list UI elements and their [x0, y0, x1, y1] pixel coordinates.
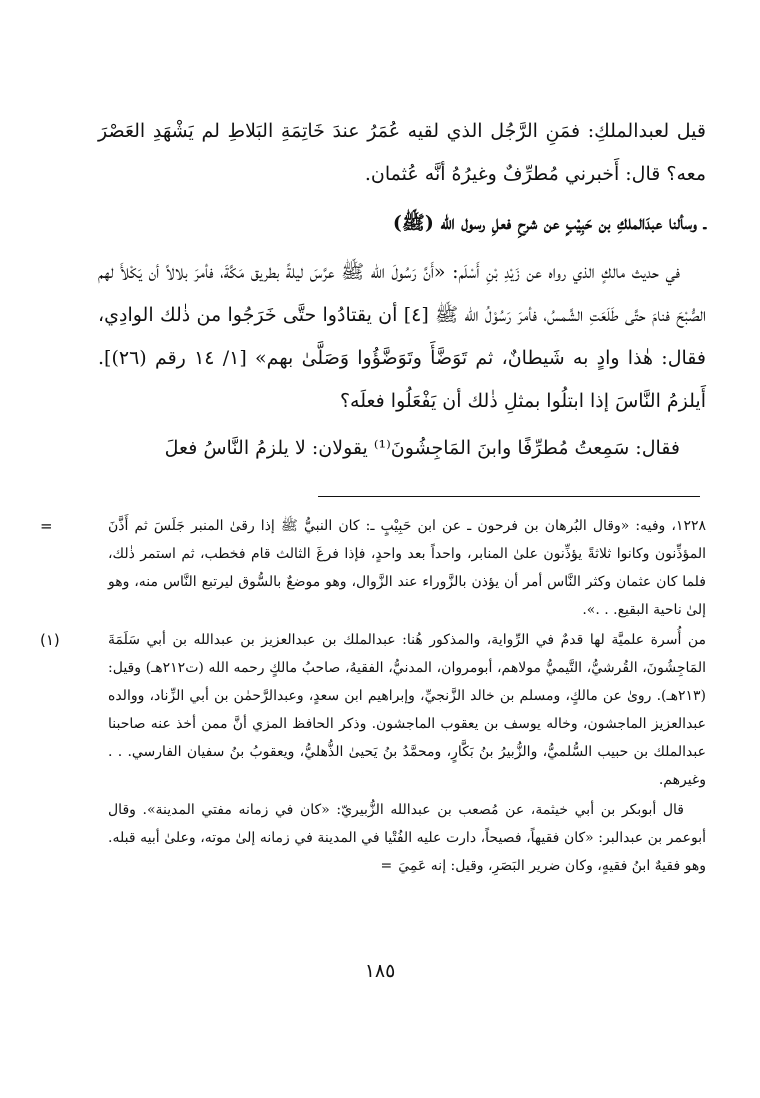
- footnotes: [40, 512, 706, 880]
- footnote-continuation: [40, 512, 706, 624]
- continuation-mark: =: [40, 517, 53, 535]
- footnote-1-number: (١): [40, 631, 60, 649]
- footnote-1: [40, 626, 706, 794]
- main-text: [98, 110, 706, 470]
- continues-mark: =: [380, 858, 393, 874]
- paragraph-answer: فقال: سَمِعتُ مُطرِّفًا وابنَ المَاجِشُونَ⁽¹⁾ يقولان: لا يلزمُ النَّاسُ فعلَ: [164, 437, 680, 459]
- section-heading: ـ وسألنا عبدَالملكِ بن حَبِيْبٍ عن شرحِ فعلِ رسول الله (ﷺ): [392, 212, 706, 234]
- footnote-1-text: من أُسرة علميَّة لها قدمٌ في الرِّواية، والمذكور هُنا: عبدالملك بن عبدالعزيز بن عبدالله بن أبي سَلَمَةَ المَاجِشُونَ، القُرشيُّ، التَّيميُّ مولاهم، أبومروان، المدنيُّ، الفقيهُ، صاحبُ مالكٍ رحمه الله (ت٢١٢هـ) وقيل: (٢١٣هـ). روىٰ عن مالكٍ، ومسلم بن خالد الزَّنجيِّ، وإبراهيم ابن سعدٍ، وعبدالرَّحمٰن بن أبي الزِّناد، ووالده عبدالعزيز الماجشون، وخاله يوسف بن يعقوب الماجشون. وذكر الحافظ المزي أنَّ ممن أخذ عنه صاحبنا عبدالملك بن حبيب السُّلميُّ، والزُّبيرُ بنُ بَكَّارٍ، ومحمَّدُ بنُ يَحيىٰ الذُّهليُّ، ويعقوبُ بنُ سفيان الفارسي. . . وغيرهم.: [108, 632, 706, 788]
- footnote-1-paragraph-2: [108, 796, 706, 880]
- page-number: ١٨٥: [364, 960, 396, 982]
- footnote-1-text-2: قال أبوبكر بن أبي خيثمة، عن مُصعب بن عبدالله الزُّبيريّ: «كان في زمانه مفتي المدينة». وقال أبوعمر بن عبدالبر: «كان فقيهاً، فصيحاً، دارت عليه الفُتْيا في المدينة في زمانه إلىٰ موته، وعلىٰ أبيه قبله. وهو فقيهٌ ابنُ فقيهٍ، وكان ضرير البَصَرِ، وقيل: إنه عَمِيَ: [108, 802, 706, 874]
- paragraph-question-umar: قيل لعبدالملكِ: فمَنِ الرَّجُل الذي لقيه عُمَرُ عندَ خَاتِمَةِ البَلاطِ لم يَشْهَدِ العَصْرَ معه؟ قال: أَخبرني مُطرِّفٌ وغيرُهُ أنَّه عُثمان.: [98, 120, 706, 185]
- paragraph-hadith: في حديث مالكٍ الذي رواه عن زَيْدِ بْنِ أَسْلَم: «أَنَّ رَسُولَ الله ﷺ عرَّسَ ليلةً بطريق مَكَّةَ، فأمرَ بلالاً أن يَكْلأَ لهم الصُّبْحَ فنامَ حتَّى طَلَعَتِ الشَّمسُ، فأمرَ رَسُوْلُ الله ﷺ [٤] أن يقتادُوا حتَّى خَرَجُوا من ذٰلك الوادِي، فقال: هٰذا وادٍ به شَيطانٌ، ثم تَوَضَّأَ وتَوَضَّؤُوا وَصَلَّىٰ بهم» [١/ ١٤ رقم (٢٦)]. أَيلزمُ النَّاسَ إذا ابتلُوا بمثلِ ذٰلك أن يَفْعَلُوا فعلَه؟: [98, 261, 706, 412]
- footnote-divider: [318, 496, 700, 497]
- footnote-continuation-text: ١٢٢٨، وفيه: «وقال البُرهان بن فرحون ـ عن ابن حَبِيْبٍ ـ: كان النبيُّ ﷺ إذا رقىٰ المنبر جَلَسَ ثم أَذَّنَ المؤذِّنون وكانوا ثلاثةً يؤذِّنون علىٰ المنابر، واحداً بعد واحدٍ، فإذا فرغَ الثالث قام فخطب، ثم استمر ذٰلك، فلما كان عثمان وكثر النَّاس أمر أن يؤذن بالزَّوراء عند الزَّوال، وهو موضعٌ بالسُّوق ليرتبع النَّاس منه، وهو إلىٰ ناحية البقيع. . .».: [108, 518, 706, 618]
